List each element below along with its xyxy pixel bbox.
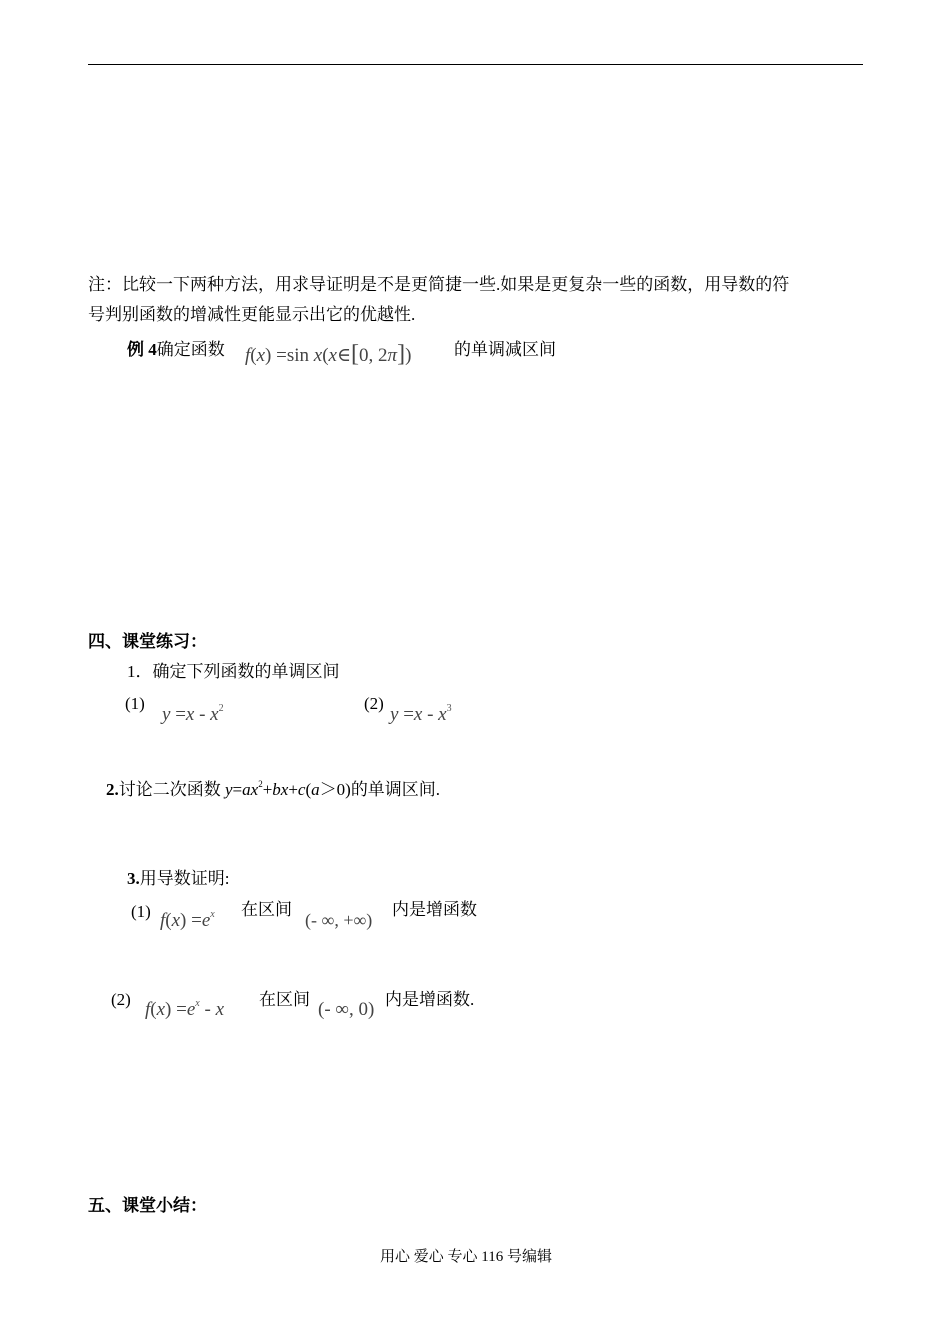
q3-b-formula: $f(x) =e^x - x$ [145,998,224,1020]
note-line-2: 号判别函数的增减性更能显示出它的优越性. [88,305,416,324]
q1-b-label: (2) [364,694,384,713]
q2-text-b: 的单调区间. [350,780,441,799]
q3-a-end: 内是增函数 [392,900,477,919]
example-4-text-after: 的单调减区间 [454,340,556,359]
example-4-formula: f(x) =sin x(x∈[0, 2π]) [245,341,412,367]
example-4 [127,337,225,363]
section-4-heading: 四、课堂练习： [88,632,207,651]
q2-number: 2. [106,780,119,799]
header-rule [88,64,863,65]
q3-b-end: 内是增函数. [385,990,475,1009]
q2: 2.讨论二次函数 $y=ax^2+bx+c(a>0)$的单调区间. [106,779,441,799]
q1-b-formula: $y =x - x^3$ [390,703,452,725]
q1-a-label: (1) [125,694,145,713]
q1-prompt: 1．确定下列函数的单调区间 [127,662,340,681]
example-4-label: 例 4 [127,340,157,359]
note-line-1: 注：比较一下两种方法，用求导证明是不是更简捷一些.如果是更复杂一些的函数，用导数的符 [88,275,790,294]
q3-a-mid: 在区间 [241,900,292,919]
q3-b-mid: 在区间 [259,990,310,1009]
q3-a-formula: $f(x) =e^x$ [160,909,215,931]
q3-prompt: 用导数证明: [139,869,230,888]
q3-number: 3. [127,869,140,888]
q3-a-label: (1) [131,902,151,921]
section-5-heading: 五、课堂小结： [88,1196,207,1215]
q3-b-label: (2) [111,990,131,1009]
page-footer: 用心 爱心 专心 116 号编辑 [380,1249,552,1265]
example-4-text-before: 确定函数 [156,340,225,359]
q2-text-a: 讨论二次函数 [118,780,225,799]
q3-a-interval: (- ∞, +∞) [305,910,373,930]
q3 [127,866,229,892]
q3-b-interval: (- ∞, 0) [318,999,375,1020]
q1-a-formula: $y =x - x^2$ [162,703,224,725]
